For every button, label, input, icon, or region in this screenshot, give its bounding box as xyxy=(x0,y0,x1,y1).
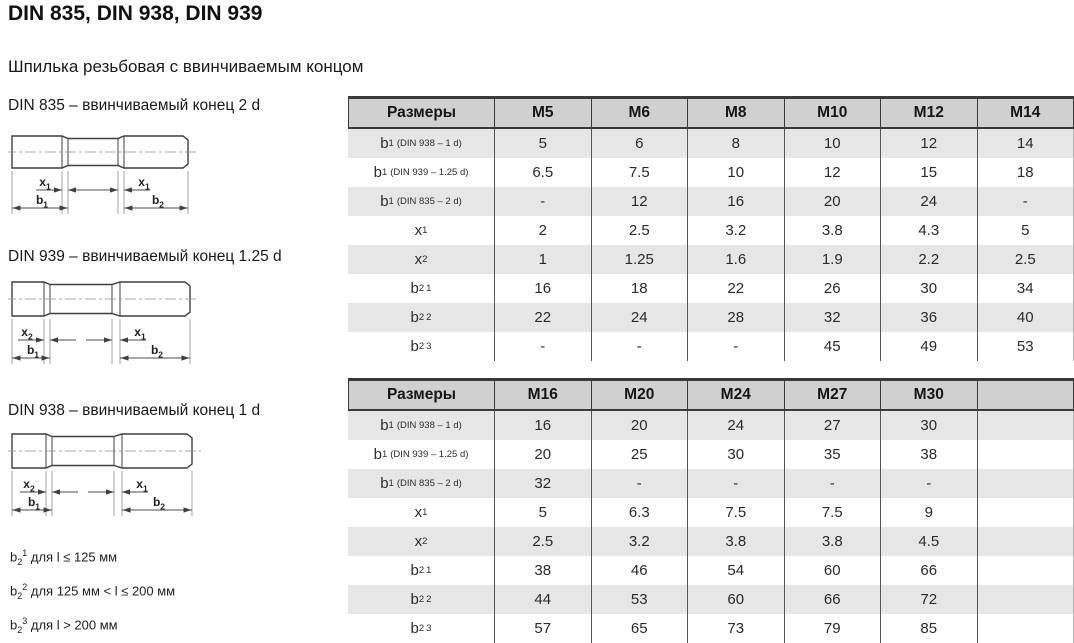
cell-b1-din939-M5: 6.5 xyxy=(494,158,591,187)
table-row-x1 xyxy=(348,216,1074,245)
din-939-drawing xyxy=(8,270,218,370)
dim-label-b1: $b_1$ xyxy=(27,495,41,512)
din-938-diagram xyxy=(8,422,218,522)
cell-b2-3-M5: - xyxy=(494,332,591,361)
cell-b1-din835-M8: 16 xyxy=(687,187,784,216)
cell-b2-2-M16: 44 xyxy=(494,585,591,614)
cell-b2-2-M14: 40 xyxy=(977,303,1074,332)
row-label-b1-din835: b 1 (DIN 835 – 2 d) xyxy=(380,193,462,210)
table-header-row xyxy=(348,96,1074,129)
cell-x2-M30: 4.5 xyxy=(880,527,977,556)
cell-b1-din939-M6: 7.5 xyxy=(591,158,688,187)
cell-b2-2-M30: 72 xyxy=(880,585,977,614)
header-size-M24: M24 xyxy=(687,381,784,409)
cell-b2-1-M30: 66 xyxy=(880,556,977,585)
cell-b2-3-M16: 57 xyxy=(494,614,591,643)
cell-b1-din939-M16: 20 xyxy=(494,440,591,469)
dim-label-x-left: $x_2$ xyxy=(21,325,33,342)
cell-x2-M6: 1.25 xyxy=(591,245,688,274)
cell-b2-3-M20: 65 xyxy=(591,614,688,643)
cell-b1-din939-empty xyxy=(977,440,1074,469)
cell-b2-2-M27: 66 xyxy=(784,585,881,614)
cell-b1-din939-M30: 38 xyxy=(880,440,977,469)
cell-b2-2-M10: 32 xyxy=(784,303,881,332)
table-row-x2 xyxy=(348,527,1074,556)
cell-b1-din938-M10: 10 xyxy=(784,129,881,158)
header-size-M30: M30 xyxy=(880,381,977,409)
cell-b2-1-M14: 34 xyxy=(977,274,1074,303)
cell-b1-din939-M14: 18 xyxy=(977,158,1074,187)
table-row-b1-din835 xyxy=(348,187,1074,216)
table-row-b1-din835 xyxy=(348,469,1074,498)
row-label-b1-din938: b 1 (DIN 938 – 1 d) xyxy=(380,135,462,152)
dim-label-x-left: $x_2$ xyxy=(23,477,35,494)
cell-b2-2-M20: 53 xyxy=(591,585,688,614)
cell-b2-3-M27: 79 xyxy=(784,614,881,643)
din-938-drawing xyxy=(8,422,218,522)
cell-b1-din939-M8: 10 xyxy=(687,158,784,187)
cell-b2-1-empty xyxy=(977,556,1074,585)
cell-b1-din835-M10: 20 xyxy=(784,187,881,216)
table-row-b2-3 xyxy=(348,614,1074,643)
cell-b1-din835-M6: 12 xyxy=(591,187,688,216)
table-row-b1-din939 xyxy=(348,440,1074,469)
header-size-empty xyxy=(977,381,1074,409)
cell-b2-1-M24: 54 xyxy=(687,556,784,585)
header-size-M16: M16 xyxy=(494,381,591,409)
din-939-diagram xyxy=(8,270,218,370)
dim-label-x-right: $x_1$ xyxy=(136,477,148,494)
row-label-b1-din939: b 1 (DIN 939 – 1.25 d) xyxy=(373,446,469,463)
cell-b2-2-M6: 24 xyxy=(591,303,688,332)
cell-b2-3-M24: 73 xyxy=(687,614,784,643)
cell-b1-din835-M16: 32 xyxy=(494,469,591,498)
cell-b2-2-empty xyxy=(977,585,1074,614)
cell-x1-M12: 4.3 xyxy=(880,216,977,245)
cell-b2-1-M27: 60 xyxy=(784,556,881,585)
footnote-b2-1: $b_2^1$ для l ≤ 125 мм xyxy=(10,548,118,567)
cell-b1-din939-M24: 30 xyxy=(687,440,784,469)
cell-b1-din835-M24: - xyxy=(687,469,784,498)
cell-b2-3-M14: 53 xyxy=(977,332,1074,361)
header-size-M12: M12 xyxy=(880,99,977,127)
row-label-b2-3: b 2 3 xyxy=(410,620,432,637)
cell-x2-M14: 2.5 xyxy=(977,245,1074,274)
cell-b2-1-M8: 22 xyxy=(687,274,784,303)
cell-x1-M24: 7.5 xyxy=(687,498,784,527)
din-835-caption: DIN 835 – ввинчиваемый конец 2 d xyxy=(8,97,261,114)
row-label-b2-2: b 2 2 xyxy=(410,591,432,608)
cell-b2-1-M5: 16 xyxy=(494,274,591,303)
cell-x1-M30: 9 xyxy=(880,498,977,527)
cell-b1-din835-empty xyxy=(977,469,1074,498)
cell-b1-din938-M16: 16 xyxy=(494,411,591,440)
din-938-caption: DIN 938 – ввинчиваемый конец 1 d xyxy=(8,402,261,419)
cell-b2-1-M16: 38 xyxy=(494,556,591,585)
cell-b1-din939-M10: 12 xyxy=(784,158,881,187)
cell-b1-din939-M27: 35 xyxy=(784,440,881,469)
dim-label-x-right: $x_1$ xyxy=(134,325,146,342)
cell-x2-empty xyxy=(977,527,1074,556)
dim-label-x-left: $x_1$ xyxy=(39,175,51,192)
din-835-drawing xyxy=(8,124,218,224)
cell-b1-din938-M12: 12 xyxy=(880,129,977,158)
footnote-b2-3: $b_2^3$ для l > 200 мм xyxy=(10,616,118,635)
cell-b2-2-M5: 22 xyxy=(494,303,591,332)
header-size-M10: M10 xyxy=(784,99,881,127)
dim-label-b2: $b_2$ xyxy=(151,193,165,210)
table-row-b2-2 xyxy=(348,585,1074,614)
row-label-b2-3: b 2 3 xyxy=(410,338,432,355)
cell-x2-M10: 1.9 xyxy=(784,245,881,274)
table-row-b1-din938 xyxy=(348,411,1074,440)
table-row-b2-2 xyxy=(348,303,1074,332)
table-row-x2 xyxy=(348,245,1074,274)
cell-b1-din938-M5: 5 xyxy=(494,129,591,158)
cell-b2-3-M10: 45 xyxy=(784,332,881,361)
table-row-b2-1 xyxy=(348,556,1074,585)
cell-b2-1-M12: 30 xyxy=(880,274,977,303)
cell-b1-din938-M27: 27 xyxy=(784,411,881,440)
cell-b2-2-M24: 60 xyxy=(687,585,784,614)
cell-b1-din835-M12: 24 xyxy=(880,187,977,216)
cell-b2-1-M10: 26 xyxy=(784,274,881,303)
spec-table-1 xyxy=(348,96,1074,361)
cell-b1-din938-M24: 24 xyxy=(687,411,784,440)
table-row-x1 xyxy=(348,498,1074,527)
din-939-caption: DIN 939 – ввинчиваемый конец 1.25 d xyxy=(8,248,282,265)
row-label-b1-din938: b 1 (DIN 938 – 1 d) xyxy=(380,417,462,434)
cell-x1-M10: 3.8 xyxy=(784,216,881,245)
cell-b1-din938-M20: 20 xyxy=(591,411,688,440)
header-size-M5: M5 xyxy=(494,99,591,127)
cell-b1-din835-M5: - xyxy=(494,187,591,216)
cell-b2-2-M12: 36 xyxy=(880,303,977,332)
cell-b1-din835-M14: - xyxy=(977,187,1074,216)
cell-x1-M8: 3.2 xyxy=(687,216,784,245)
cell-b2-1-M6: 18 xyxy=(591,274,688,303)
cell-x1-M20: 6.3 xyxy=(591,498,688,527)
cell-x1-M5: 2 xyxy=(494,216,591,245)
row-label-x2: x 2 xyxy=(414,533,428,550)
cell-b2-3-empty xyxy=(977,614,1074,643)
cell-b1-din938-empty xyxy=(977,411,1074,440)
table-row-b1-din939 xyxy=(348,158,1074,187)
cell-x2-M16: 2.5 xyxy=(494,527,591,556)
cell-b1-din938-M8: 8 xyxy=(687,129,784,158)
cell-b2-2-M8: 28 xyxy=(687,303,784,332)
header-sizes-label: Размеры xyxy=(348,99,494,127)
table-header-row xyxy=(348,378,1074,411)
cell-b1-din835-M27: - xyxy=(784,469,881,498)
header-size-M27: M27 xyxy=(784,381,881,409)
page-title: DIN 835, DIN 938, DIN 939 xyxy=(8,2,263,25)
cell-b2-3-M12: 49 xyxy=(880,332,977,361)
header-size-M20: M20 xyxy=(591,381,688,409)
footnote-b2-2: $b_2^2$ для 125 мм < l ≤ 200 мм xyxy=(10,582,176,601)
row-label-b1-din939: b 1 (DIN 939 – 1.25 d) xyxy=(373,164,469,181)
cell-b2-3-M6: - xyxy=(591,332,688,361)
cell-x1-M14: 5 xyxy=(977,216,1074,245)
cell-b1-din938-M30: 30 xyxy=(880,411,977,440)
cell-x2-M12: 2.2 xyxy=(880,245,977,274)
row-label-x2: x 2 xyxy=(414,251,428,268)
cell-x2-M24: 3.8 xyxy=(687,527,784,556)
page-subtitle: Шпилька резьбовая с ввинчиваемым концом xyxy=(8,57,364,76)
cell-b1-din939-M20: 25 xyxy=(591,440,688,469)
header-size-M8: M8 xyxy=(687,99,784,127)
cell-b1-din835-M20: - xyxy=(591,469,688,498)
cell-x2-M5: 1 xyxy=(494,245,591,274)
dim-label-b1: $b_1$ xyxy=(35,193,49,210)
cell-b1-din939-M12: 15 xyxy=(880,158,977,187)
cell-x1-M6: 2.5 xyxy=(591,216,688,245)
row-label-x1: x 1 xyxy=(414,504,428,521)
row-label-b2-1: b 2 1 xyxy=(410,562,432,579)
cell-b2-3-M8: - xyxy=(687,332,784,361)
header-sizes-label: Размеры xyxy=(348,381,494,409)
row-label-b1-din835: b 1 (DIN 835 – 2 d) xyxy=(380,475,462,492)
cell-b2-3-M30: 85 xyxy=(880,614,977,643)
cell-b2-1-M20: 46 xyxy=(591,556,688,585)
cell-x2-M8: 1.6 xyxy=(687,245,784,274)
cell-b1-din835-M30: - xyxy=(880,469,977,498)
table-row-b1-din938 xyxy=(348,129,1074,158)
row-label-b2-2: b 2 2 xyxy=(410,309,432,326)
header-size-M14: M14 xyxy=(977,99,1074,127)
table-row-b2-1 xyxy=(348,274,1074,303)
dim-label-b1: $b_1$ xyxy=(26,343,40,360)
table-row-b2-3 xyxy=(348,332,1074,361)
dim-label-b2: $b_2$ xyxy=(150,343,164,360)
header-size-M6: M6 xyxy=(591,99,688,127)
spec-table-2 xyxy=(348,378,1074,643)
cell-x1-M27: 7.5 xyxy=(784,498,881,527)
cell-x1-M16: 5 xyxy=(494,498,591,527)
cell-x1-empty xyxy=(977,498,1074,527)
cell-b1-din938-M14: 14 xyxy=(977,129,1074,158)
cell-x2-M27: 3.8 xyxy=(784,527,881,556)
cell-b1-din938-M6: 6 xyxy=(591,129,688,158)
row-label-b2-1: b 2 1 xyxy=(410,280,432,297)
dim-label-x-right: $x_1$ xyxy=(138,175,150,192)
dim-label-b2: $b_2$ xyxy=(152,495,166,512)
din-835-diagram xyxy=(8,124,218,224)
row-label-x1: x 1 xyxy=(414,222,428,239)
cell-x2-M20: 3.2 xyxy=(591,527,688,556)
